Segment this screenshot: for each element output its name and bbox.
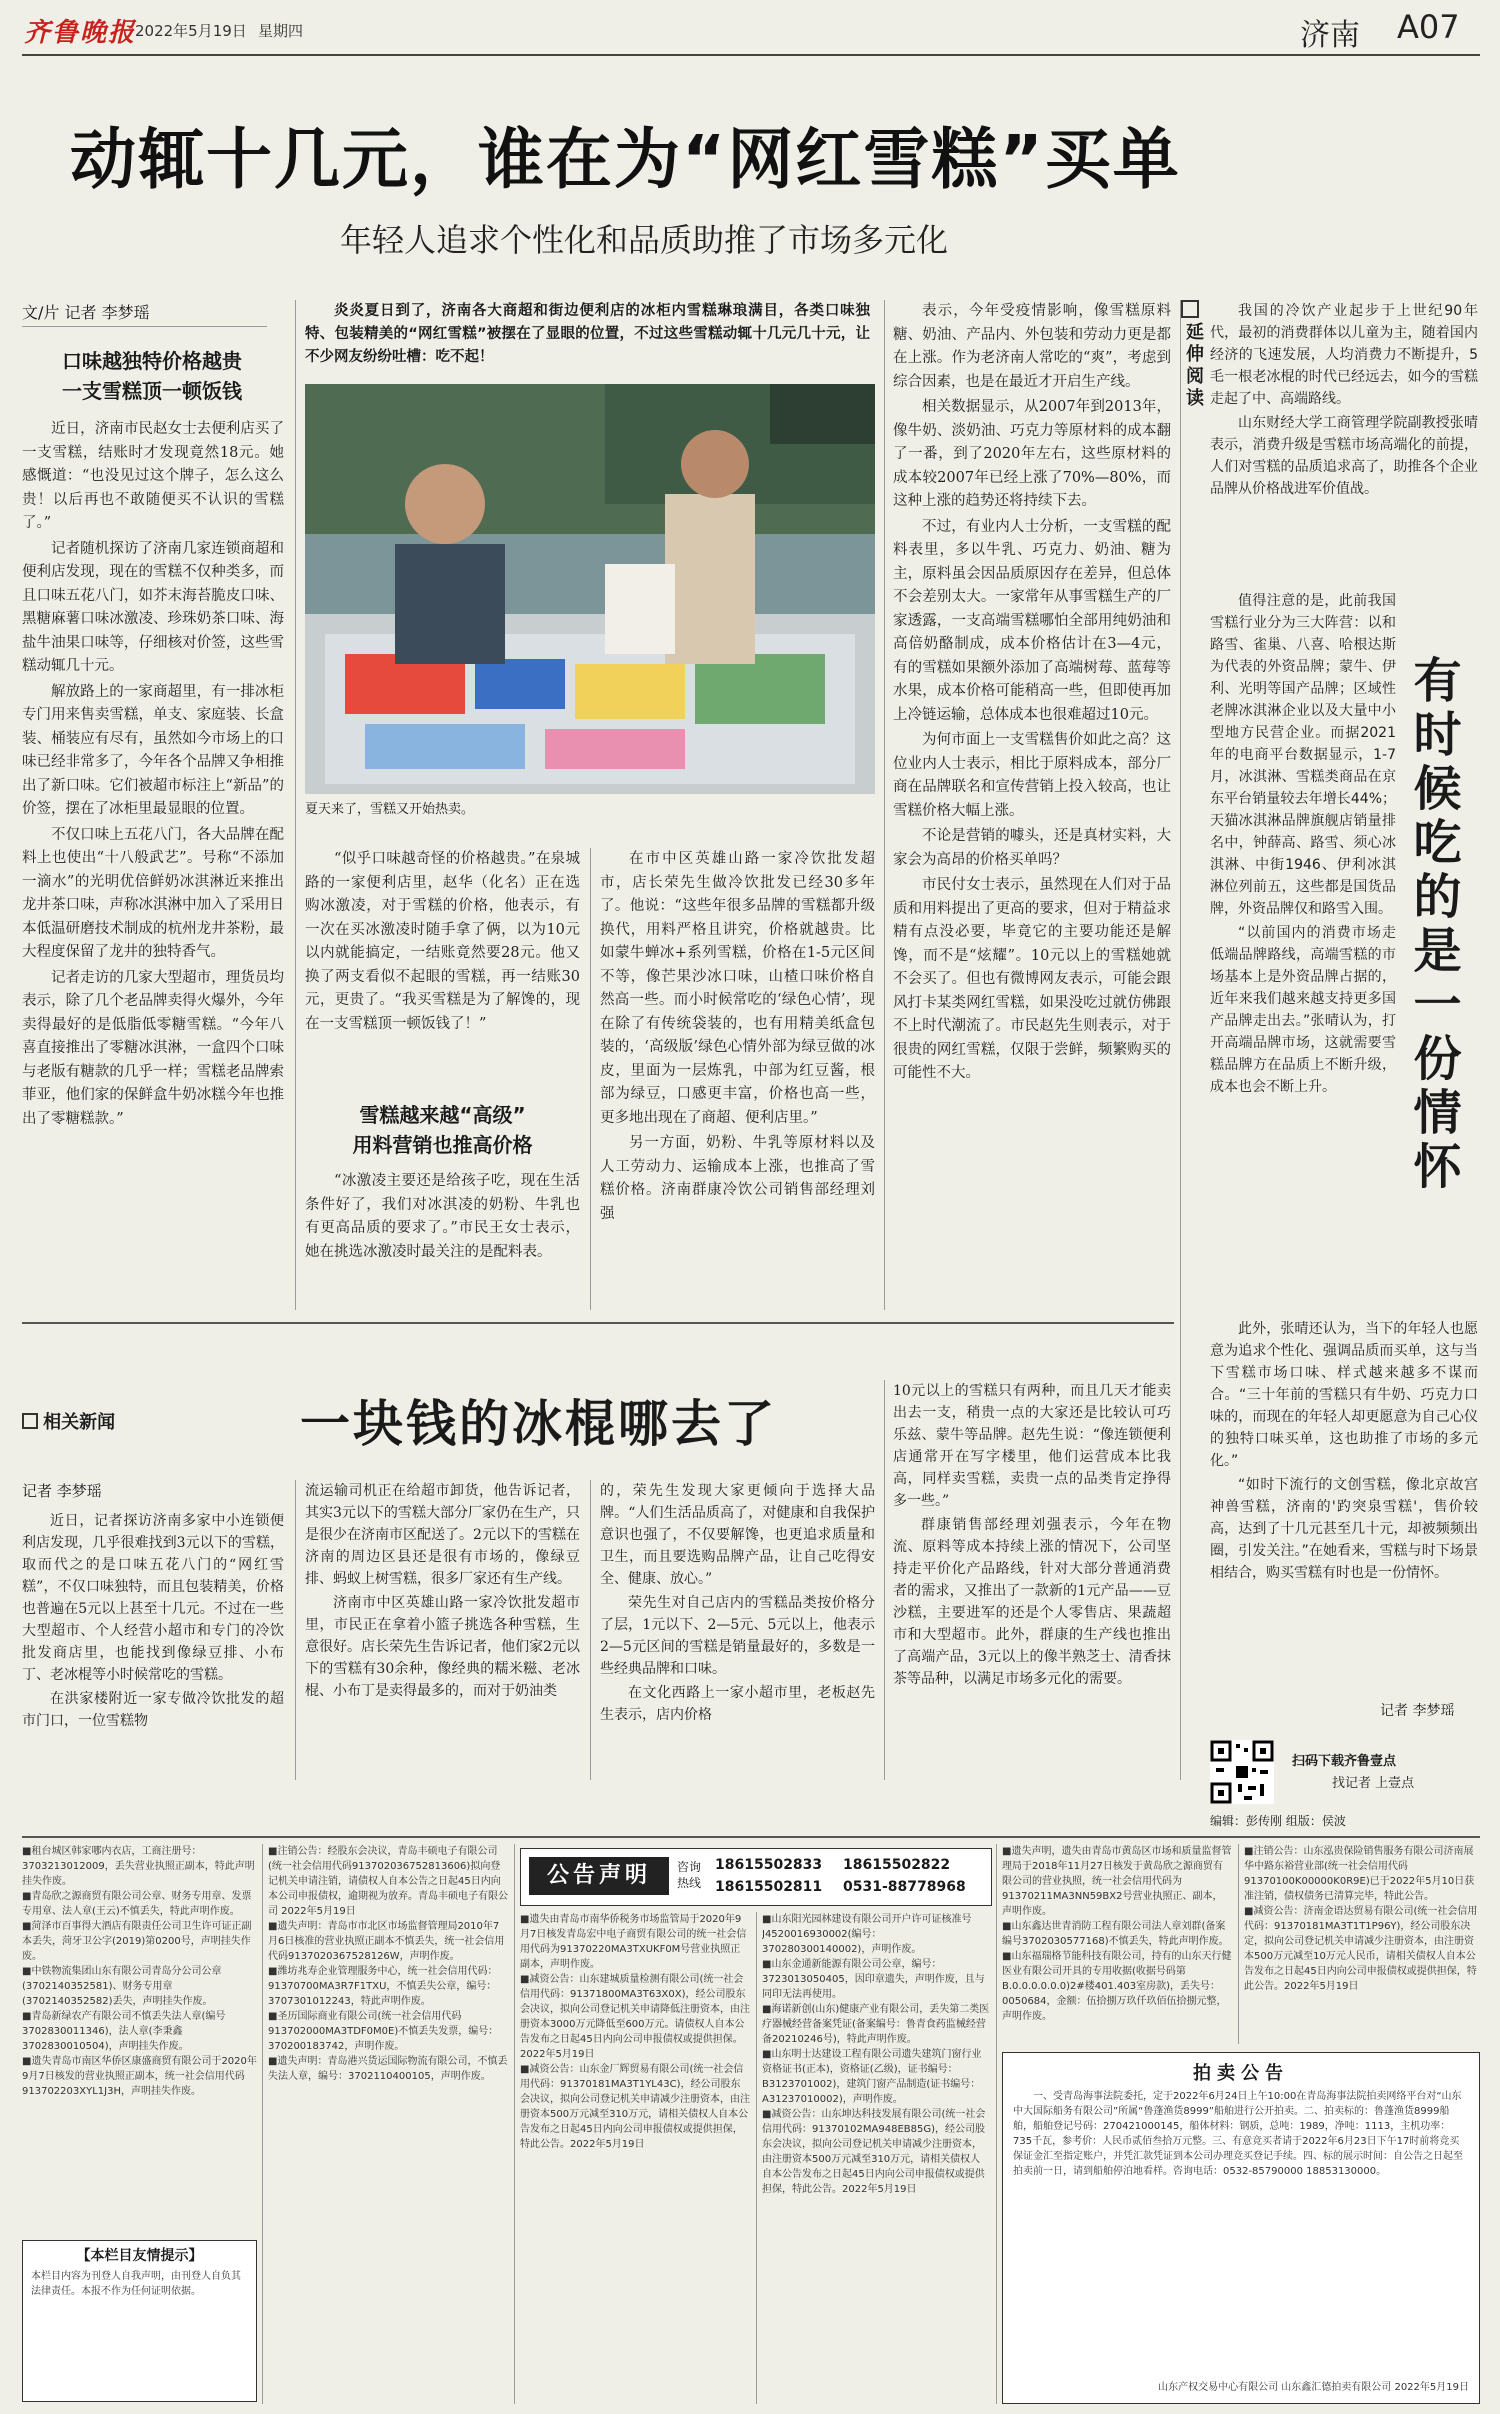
news-photo xyxy=(305,384,875,794)
qr-line-1: 扫码下载齐鲁壹点 xyxy=(1292,1754,1397,1769)
notices-col5 xyxy=(1002,1844,1232,2044)
paragraph: “以前国内的消费市场走低端品牌路线，高端雪糕的市场基本上是外资品牌占据的，近年来我们越来越支持更多国产品牌走出去。”张晴认为，打开高端品牌市场，这就需要雪糕品牌方在品质上不断升级，成本也会不断上升。 xyxy=(1210,925,1396,1095)
qr-line-2: 找记者 上壹点 xyxy=(1332,1776,1415,1791)
notice-item: ■山东阳光园林建设有限公司开户许可证核准号J4520016930002(编号：370280300140002)，声明作废。 xyxy=(762,1914,972,1955)
notice-item: ■山东金通新能源有限公司公章，编号：3723013050405，因印章遗失，声明作废，且与同印无法再使用。 xyxy=(762,1959,985,2000)
notices-col6 xyxy=(1244,1844,1478,2044)
notice-item: ■减资公告：山东金厂辉贸易有限公司(统一社会信用代码：91370181MA3T1YL43C)，经公司股东会决议，拟向公司登记机关申请减少注册资本，由注册资本500万元减至310万元，请相关债权人自本公告发布之日起45日内向公司申报债权或提供担保，特此公告。2022年5月19日 xyxy=(520,2064,750,2150)
hotline-phone[interactable]: 18615502833 xyxy=(715,1857,823,1873)
hotline-phone[interactable]: 0531-88778968 xyxy=(843,1879,966,1895)
auction-footer: 山东产权交易中心有限公司 山东鑫汇德拍卖有限公司 2022年5月19日 xyxy=(1158,2382,1469,2393)
column-divider xyxy=(884,1380,885,1780)
sidebar-divider xyxy=(1180,300,1181,1780)
notice-item: ■海诺新创(山东)健康产业有限公司，丢失第二类医疗器械经营备案凭证(备案编号：鲁青食药监械经营备20210246号)，特此声明作废。 xyxy=(762,2004,990,2045)
auction-box xyxy=(1002,2052,1480,2404)
paragraph: 值得注意的是，此前我国雪糕行业分为三大阵营：以和路雪、雀巢、八喜、哈根达斯为代表的外资品牌；蒙牛、伊利、光明等国产品牌；区域性老牌冰淇淋企业以及大量中小型地方民营企业。而据2021年的电商平台数据显示，1-7月，冰淇淋、雪糕类商品在京东平台销量较去年增长44%；天猫冰淇淋品牌旗舰店销量排名中，钟薛高、路雪、须心冰淇淋、中街1946、伊利冰淇淋位列前五，这些都是国货品牌，外资品牌仅和路雪入围。 xyxy=(1210,593,1396,917)
notice-item: ■中铁物流集团山东有限公司青岛分公司公章(3702140352581)、财务专用章(3702140352582)丢失，声明挂失作废。 xyxy=(22,1966,222,2007)
notices-title: 公告声明 xyxy=(529,1857,669,1895)
hotline-label: 咨询热线 xyxy=(677,1860,702,1890)
paragraph: 此外，张晴还认为，当下的年轻人也愿意为追求个性化、强调品质而买单，这与当下雪糕市场口味、样式越来越多不谋而合。“三十年前的雪糕只有牛奶、巧克力口味的，而现在的年轻人却更愿意为自己心仪的独特口味买单，这也助推了市场的多元化。” xyxy=(1210,1321,1478,1469)
related-label-text: 相关新闻 xyxy=(43,1412,116,1433)
masthead-rule xyxy=(22,54,1480,56)
related-col2 xyxy=(305,1480,580,1780)
notice-item: ■注销公告：经股东会决议，青岛丰硕电子有限公司(统一社会信用代码913702036752813606)拟向登记机关申请注销，请债权人自本公告之日起45日内向本公司申报债权，逾期视为放弃。青岛丰硕电子有限公司 2022年5月19日 xyxy=(268,1846,508,1917)
notice-divider xyxy=(756,1912,757,2404)
notice-item: ■山东福瑞格节能科技有限公司，持有的山东天行健医业有限公司开具的专用收据(收据号码第B.0.0.0.0.0.0)2#楼401.403室房款)，丢失号：0050684，金额：伍拾捌万玖仟玖佰伍拾捌元整，声明作废。 xyxy=(1002,1951,1232,2022)
notices-col2 xyxy=(268,1844,508,2404)
paragraph: “冰激凌主要还是给孩子吃，现在生活条件好了，我们对冰淇凌的奶粉、牛乳也有更高品质的要求了。”市民王女士表示，她在挑选冰激凌时最关注的是配料表。 xyxy=(305,1173,580,1260)
sidebar-text-wrap xyxy=(1210,590,1396,1310)
related-col3 xyxy=(600,1480,875,1780)
paragraph: 在市中区英雄山路一家冷饮批发超市，店长荣先生做冷饮批发已经30多年了。他说：“这些年很多品牌的雪糕都升级换代，用料严格且讲究，价格就越贵。比如蒙牛蝉冰+系列雪糕，价格在1-5元区间不等，像芒果沙冰口味，山楂口味价格自然高一些。而小时候常吃的‘绿色心情’，现在除了有传统袋装的，也有用精美纸盒包装的，‘高级版’绿色心情外部为绿豆做的冰皮，里面为一层炼乳，中部为红豆酱，根部为绿豆，口感更丰富，价格也高一些，更多地出现在了商超、便利店里。” xyxy=(600,851,875,1126)
notice-item: ■青岛新绿农产有限公司不慎丢失法人章(编号3702830011346)，法人章(李秉鑫3702830010504)，声明挂失作废。 xyxy=(22,2011,226,2052)
section-rule xyxy=(22,1322,1174,1324)
paragraph: 不过，有业内人士分析，一支雪糕的配料表里，多以牛乳、巧克力、奶油、糖为主，原料虽会因品质原因存在差异，但总体不会差别太大。一家常年从事雪糕生产的厂家透露，一支高端雪糕哪怕全部用纯奶油和高倍奶酪制成，成本价格估计在3—4元，有的雪糕如果额外添加了高端树莓、蓝莓等水果，成本价格可能稍高一些，但即使再加上冷链运输，总体成本也很难超过10元。 xyxy=(893,518,1171,723)
qr-code-icon xyxy=(1210,1740,1274,1804)
sidebar-text-bottom xyxy=(1210,1318,1478,1586)
paragraph: 不论是营销的噱头，还是真材实料，大家会为高昂的价格买单吗？ xyxy=(893,828,1171,868)
page-number: A07 xyxy=(1397,8,1460,46)
paragraph: 记者走访的几家大型超市，理货员均表示，除了几个老品牌卖得火爆外，今年卖得最好的是低脂低零糖雪糕。“今年八喜直接推出了零糖冰淇淋，一盒四个口味与老版有糖款的几乎一样；雪糕老品牌索菲亚，他们家的保鲜盒牛奶冰糕今年也推出了零糖糕款。” xyxy=(22,969,284,1127)
col2b-text xyxy=(305,1170,580,1266)
byline: 文/片 记者 李梦瑶 xyxy=(22,303,150,322)
sidebar-reporter: 记者 李梦瑶 xyxy=(1380,1703,1455,1719)
notices-col1 xyxy=(22,1844,257,2224)
paragraph: 记者随机探访了济南几家连锁商超和便利店发现，现在的雪糕不仅种类多，而且口味五花八门，如芥末海苔脆皮口味、黑糖麻薯口味冰激凌、珍珠奶茶口味、海盐牛油果口味等，仔细核对价签，这些雪糕动辄几十元。 xyxy=(22,540,284,674)
sidebar-label xyxy=(1178,300,1204,410)
notice-item: ■减资公告：山东坤达科技发展有限公司(统一社会信用代码：91370102MA948EB85G)，经公司股东会决议，拟向公司登记机关申请减少注册资本，由注册资本500万元减至310万元，请相关债权人自本公告发布之日起45日内向公司申报债权或提供担保，特此公告。2022年5月19日 xyxy=(762,2109,986,2195)
tip-title: 【本栏目友情提示】 xyxy=(76,2248,203,2264)
paragraph: 流运输司机正在给超市卸货，他告诉记者，其实3元以下的雪糕大部分厂家仍在生产，只是很少在济南市区配送了。2元以下的雪糕在济南的周边区县还是很有市场的，像绿豆排、蚂蚁上树雪糕，很多厂家还有生产线。 xyxy=(305,1483,580,1587)
headline: 动辄十几元，谁在为“网红雪糕”买单 xyxy=(70,121,1181,198)
notice-item: ■菏泽市百事得大酒店有限责任公司卫生许可证正副本丢失，菏牙卫公字(2019)第0200号，声明挂失作废。 xyxy=(22,1921,252,1962)
section-name: 济南 xyxy=(1300,18,1360,53)
subhead-2 xyxy=(305,1100,580,1160)
hotline-phone[interactable]: 18615502822 xyxy=(843,1857,951,1873)
column-divider xyxy=(590,848,591,1310)
tip-box xyxy=(22,2240,257,2402)
notice-divider xyxy=(514,1844,515,2404)
editor-credit: 编辑：彭传刚 组版：侯波 xyxy=(1210,1814,1346,1828)
sidebar-title: 有时候吃的是一份情怀 xyxy=(1405,655,1461,1195)
paragraph: 近日，济南市民赵女士去便利店买了一支雪糕，结账时才发现竟然18元。她感慨道：“也没见过这个牌子，怎么这么贵！以后再也不敢随便买不认识的雪糕了。” xyxy=(22,421,284,531)
paragraph: 的，荣先生发现大家更倾向于选择大品牌。“人们生活品质高了，对健康和自我保护意识也强了，不仅要解馋，也更追求质量和卫生，而且要选购品牌产品，让自己吃得安全、健康、放心。” xyxy=(600,1483,875,1587)
notice-item: ■租台城区韩家哪内衣店，工商注册号：3703213012009，丢失营业执照正副本，特此声明挂失作废。 xyxy=(22,1846,255,1887)
col2-text xyxy=(305,848,580,1038)
paragraph: “如时下流行的文创雪糕，像北京故宫神兽雪糕，济南的'趵突泉雪糕'，售价较高，达到了十几元甚至几十元，却被频频出圈，引发关注。”在她看来，雪糕与时下场景相结合，购买雪糕有时也是一份情怀。 xyxy=(1210,1477,1478,1581)
paragraph: 解放路上的一家商超里，有一排冰柜专门用来售卖雪糕，单支、家庭装、长盒装、桶装应有尽有，虽然如今市场上的口味已经非常多了，今年各个品牌又争相推出了新口味。它们被超市标注上“新品”的价签，摆在了冰柜里最显眼的位置。 xyxy=(22,683,284,817)
paragraph: 不仅口味上五花八门，各大品牌在配料上也使出“十八般武艺”。号称“不添加一滴水”的光明优倍鲜奶冰淇淋近来推出龙井茶口味，声称冰淇淋中加入了采用日本低温研磨技术制成的杭州龙井茶粉，最大程度保留了龙井的独特香气。 xyxy=(22,826,284,960)
subhead-1-line-2: 一支雪糕顶一顿饭钱 xyxy=(62,379,242,403)
notice-item: ■减资公告：山东建城质量检测有限公司(统一社会信用代码：91371800MA3T63X0X)，经公司股东会决议，拟向公司登记机关申请降低注册资本，由注册资本3000万元降低至600万元。请债权人自本公告发布之日起45日内向公司申报债权或提供担保。2022年5月19日 xyxy=(520,1974,750,2060)
notice-divider xyxy=(1238,1844,1239,2044)
notice-item: ■青岛欣之源商贸有限公司公章、财务专用章、发票专用章、法人章(王云)不慎丢失，特此声明作废。 xyxy=(22,1891,252,1917)
brand-logo: 齐鲁晚报 xyxy=(24,18,137,48)
auction-title: 拍卖公告 xyxy=(1193,2063,1289,2084)
column-divider xyxy=(295,300,296,1310)
subhead-2-line-1: 雪糕越来越“高级” xyxy=(359,1103,526,1127)
notice-item: ■遗失由青岛市南华侨税务市场监管局于2020年9月7日核发青岛宏中电子商贸有限公司的统一社会信用代码为91370220MA3TXUKF0M号营业执照正副本，声明作废。 xyxy=(520,1914,747,1970)
sidebar-text xyxy=(1210,300,1478,502)
paragraph: 近日，记者探访济南多家中小连锁便利店发现，几乎很难找到3元以下的雪糕，取而代之的是口味五花八门的“网红雪糕”，不仅口味独特，而且包装精美，价格也普遍在5元以上甚至十几元。不过在一些大型超市、个人经营小超市和专门的冷饮批发商店里，也能找到像绿豆排、小布丁、老冰棍等小时候常吃的雪糕。 xyxy=(22,1513,284,1683)
qr-code[interactable] xyxy=(1210,1740,1274,1804)
masthead xyxy=(0,0,1500,58)
notice-item: ■遗失青岛市南区华侨区康盛商贸有限公司于2020年9月7日核发的营业执照正副本，统一社会信用代码913702203XYL1J3H，声明挂失作废。 xyxy=(22,2056,257,2097)
subhead-1-line-1: 口味越独特价格越贵 xyxy=(62,349,242,373)
auction-text: 一、受青岛海事法院委托，定于2022年6月24日上午10:00在青岛海事法院拍卖网络平台对“山东中大国际船务有限公司”所属“鲁蓬渔货8999”船舶进行公开拍卖。二、拍卖标的：鲁蓬渔货8999船舶，船舶登记号码：270421000145，船体材料：钢质，总吨：1989，净吨：1113，主机功率：735千瓦，参考价：人民币贰佰叁拾万元整。三、有意竞买者请于2022年6月23日下午17时前将竞买保证金汇至指定账户，并凭汇款凭证到本公司办理竞买登记手续。四、标的展示时间：自公告之日起至拍卖前一日，请到船舶停泊地看样。咨询电话：0532-85790000 18853130000。 xyxy=(1013,2091,1463,2177)
related-label xyxy=(22,1408,115,1434)
notice-item: ■注销公告：山东泓贵保险销售服务有限公司济南展华中路东裕营业部(统一社会信用代码91370100K00000K0R9E)已于2022年5月10日获准注销，债权债务已清算完毕，特此公告。 xyxy=(1244,1846,1475,1902)
paragraph: 济南市中区英雄山路一家冷饮批发超市里，市民正在拿着小篮子挑选各种雪糕，生意很好。店长荣先生告诉记者，他们家2元以下的雪糕有30余种，像经典的糯米糍、老冰棍、小布丁是卖得最多的，而对于奶油类 xyxy=(305,1595,580,1699)
paragraph: 群康销售部经理刘强表示，今年在物流、原料等成本持续上涨的情况下，公司坚持走平价化产品路线，针对大部分普通消费者的需求，又推出了一款新的1元产品——豆沙糕，主要进军的还是个人零售店、果蔬超市和大型超市。此外，群康的生产线也推出了高端产品，3元以上的像半熟芝士、清香抹茶等品种，以满足市场多元化的需要。 xyxy=(893,1517,1171,1687)
notices-col4 xyxy=(762,1912,990,2402)
notice-item: ■减资公告：济南金语达贸易有限公司(统一社会信用代码：91370181MA3T1T1P96Y)，经公司股东决定，拟向公司登记机关申请减少注册资本，由注册资本500万元减至10万元人民币，请相关债权人自本公告发布之日起45日内向公司申报债权或提供担保，特此公告。2022年5月19日 xyxy=(1244,1906,1478,1992)
notice-item: ■潍坊兆寿企业管理服务中心，统一社会信用代码：91370700MA3R7F1TXU，不慎丢失公章，编号：3707301012243，特此声明作废。 xyxy=(268,1966,498,2007)
lead-paragraph: 炎炎夏日到了，济南各大商超和街边便利店的冰柜内雪糕琳琅满目，各类口味独特、包装精美的“网红雪糕”被摆在了显眼的位置，不过这些雪糕动辄十几元几十元，让不少网友纷纷吐槽：吃不起！ xyxy=(305,303,870,365)
column-divider xyxy=(884,300,885,1310)
notice-divider xyxy=(996,1844,997,2404)
photo-caption: 夏天来了，雪糕又开始热卖。 xyxy=(305,802,475,817)
masthead-date: 2022年5月19日 xyxy=(135,22,247,40)
col1-text xyxy=(22,418,284,1308)
paragraph: “似乎口味越奇怪的价格越贵。”在泉城路的一家便利店里，赵华（化名）正在选购冰激凌，对于雪糕的价格，他表示，有一次在买冰激凌时随手拿了俩，以为10元以内就能搞定，一结账竟然要28元。他又换了两支看似不起眼的雪糕，再一结账30元，更贵了。“我买雪糕是为了解馋的，现在一支雪糕顶一顿饭钱了！” xyxy=(305,851,580,1032)
paragraph: 相关数据显示，从2007年到2013年，像牛奶、淡奶油、巧克力等原材料的成本翻了一番，到了2020年左右，这些原材料的成本较2007年已经上涨了70%—80%，而这种上涨的趋势还将持续下去。 xyxy=(893,399,1171,509)
masthead-weekday: 星期四 xyxy=(258,22,304,40)
related-label-box xyxy=(22,1413,38,1429)
related-col4 xyxy=(893,1380,1171,1780)
sidebar-label-box xyxy=(1181,300,1199,318)
byline-rule xyxy=(22,326,267,327)
related-col1 xyxy=(22,1510,284,1780)
paragraph: 荣先生对自己店内的雪糕品类按价格分了层，1元以下、2—5元、5元以上，他表示2—5元区间的雪糕是销量最好的，多数是一些经典品牌和口味。 xyxy=(600,1595,875,1677)
paragraph: 山东财经大学工商管理学院副教授张晴表示，消费升级是雪糕市场高端化的前提，人们对雪糕的品质追求高了，助推各个企业品牌从价格战进军价值战。 xyxy=(1210,415,1478,497)
notice-item: ■山东明士达建设工程有限公司遗失建筑门窗行业资格证书(正本)，资格证(乙级)，证书编号：B3123701002)，建筑门窗产品制造(证书编号：A31237010002)，声明作废。 xyxy=(762,2049,982,2105)
hotline-phone[interactable]: 18615502811 xyxy=(715,1879,823,1895)
column-divider xyxy=(295,1480,296,1780)
sidebar-label-text: 延伸阅读 xyxy=(1183,322,1204,410)
paragraph: 我国的冷饮产业起步于上世纪90年代，最初的消费群体以儿童为主，随着国内经济的飞速发展，人均消费力不断提升，5毛一根老冰棍的时代已经远去，如今的雪糕走起了中、高端路线。 xyxy=(1210,303,1478,407)
tip-text: 本栏目内容为刊登人自我声明，由刊登人自负其法律责任。本报不作为任何证明依据。 xyxy=(31,2271,241,2297)
paragraph: 市民付女士表示，虽然现在人们对于品质和用料提出了更高的要求，但对于精益求精有点没必要，毕竟它的主要功能还是解馋，而不是“炫耀”。10元以上的雪糕她就不会买了。但也有微博网友表示，可能会跟风打卡某类网红雪糕，如果没吃过就仿佛跟不上时代潮流了。市民赵先生则表示，对于很贵的网红雪糕，仅限于尝鲜，频繁购买的可能性不大。 xyxy=(893,877,1171,1081)
paragraph: 另一方面，奶粉、牛乳等原材料以及人工劳动力、运输成本上涨，也推高了雪糕价格。济南群康冷饮公司销售部经理刘强 xyxy=(600,1135,875,1222)
paragraph: 为何市面上一支雪糕售价如此之高？这位业内人士表示，相比于原料成本，部分厂商在品牌联名和宣传营销上投入较高，也让雪糕价格大幅上涨。 xyxy=(893,732,1171,819)
column-divider xyxy=(590,1480,591,1780)
paragraph: 表示，今年受疫情影响，像雪糕原料糖、奶油、产品内、外包装和劳动力更是都在上涨。作为老济南人常吃的“爽”，考虑到综合因素，也是在最近才开启生产线。 xyxy=(893,303,1171,390)
photo-illustration xyxy=(305,384,875,794)
col4-text xyxy=(893,300,1171,1308)
col3-text xyxy=(600,848,875,1308)
notices-top-rule xyxy=(22,1836,1480,1838)
paragraph: 在洪家楼附近一家专做冷饮批发的超市门口，一位雪糕物 xyxy=(22,1691,284,1729)
subheadline: 年轻人追求个性化和品质助推了市场多元化 xyxy=(340,221,949,259)
notice-item: ■山东鑫达世青消防工程有限公司法人章刘群(备案编号3702030577168)不慎丢失，特此声明作废。 xyxy=(1002,1921,1229,1947)
notice-item: ■遗失声明：青岛港兴货运国际物流有限公司，不慎丢失法人章，编号：3702110400105，声明作废。 xyxy=(268,2056,508,2082)
related-byline: 记者 李梦瑶 xyxy=(22,1482,102,1500)
paragraph: 10元以上的雪糕只有两种，而且几天才能卖出去一支，稍贵一点的大家还是比较认可巧乐兹、蒙牛等品牌。赵先生说：“像连锁便利店通常开在写字楼里，他们运营成本比我高，同样卖雪糕，卖贵一点的品类肯定挣得多一些。” xyxy=(893,1383,1171,1509)
subhead-1 xyxy=(22,346,282,406)
notice-divider xyxy=(262,1844,263,2404)
notice-item: ■遗失声明，遗失由青岛市黄岛区市场和质量监督管理局于2018年11月27日核发于黄岛欣之源商贸有限公司的营业执照，统一社会信用代码为91370211MA3NN59BX2号营业执照正、副本，声明作废。 xyxy=(1002,1846,1232,1917)
paragraph: 在文化西路上一家小超市里，老板赵先生表示，店内价格 xyxy=(600,1685,875,1723)
notices-header xyxy=(520,1848,992,1906)
notice-item: ■遗失声明：青岛市市北区市场监督管理局2010年7月6日核准的营业执照正副本不慎丢失，统一社会信用代码9137020367528126W，声明作废。 xyxy=(268,1921,505,1962)
related-title: 一块钱的冰棍哪去了 xyxy=(300,1395,777,1453)
notices-col3 xyxy=(520,1912,750,2402)
subhead-2-line-2: 用料营销也推高价格 xyxy=(352,1133,533,1157)
notice-item: ■圣历国际商业有限公司(统一社会信用代码913702000MA3TDF0M0E)不慎丢失发票，编号：370200183742，声明作废。 xyxy=(268,2011,499,2052)
